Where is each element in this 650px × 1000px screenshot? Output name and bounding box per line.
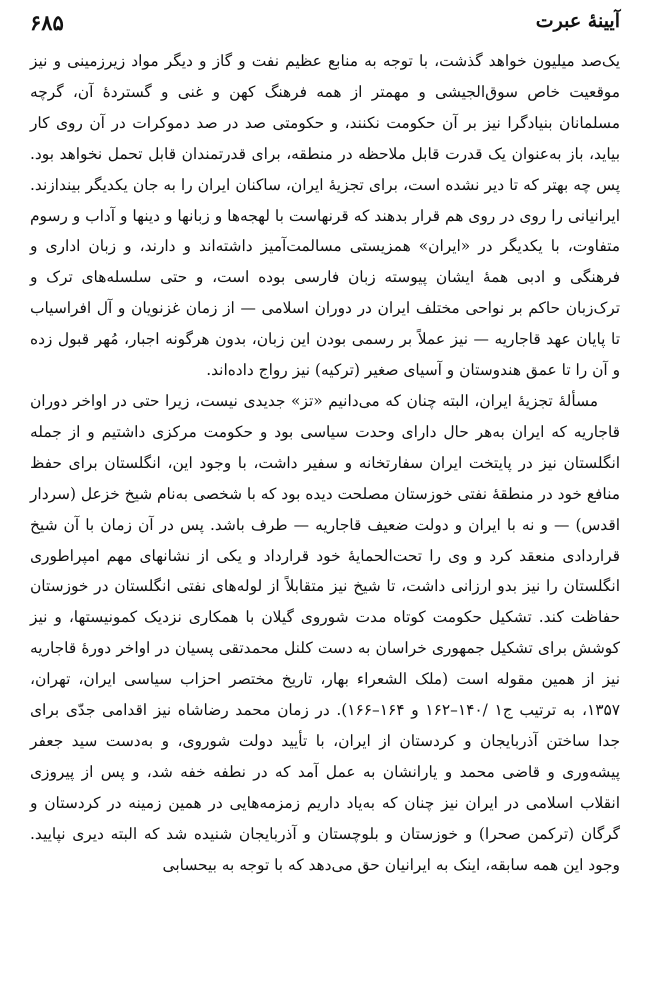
paragraph: یک‌صد میلیون خواهد گذشت، با توجه به منابع عظیم نفت و گاز و دیگر مواد زیرزمینی و نیز موقعیت خاص سوق‌الجیشی و مهمتر از همه فرهنگ کهن و غنی و گستردهٔ آن، گرچه مسلمانان بنیادگرا نیز بر آن حکومت نکنند، و حکومتی صد در صد دموکرات در آن روی کار بیاید، باز به‌عنوان یک قدرت قابل ملاحظه در منطقه، برای قدرتمندان قابل تحمل نخواهد بود. پس چه بهتر که تا دیر نشده است، برای تجزیهٔ ایران، ساکنان ایران را به جان یکدیگر بیندازند. ایرانیانی را روی در روی هم قرار بدهند که قرنهاست با لهجه‌ها و زبانها و دینها و آداب و رسوم متفاوت، با یکدیگر در «ایران» همزیستی مسالمت‌آمیز داشته‌اند و دارند، و زبان اداری و فرهنگی و ادبی همهٔ ایشان پیوسته زبان فارسی بوده است، و حتی سلسله‌های ترک و ترک‌زبان حاکم بر نواحی مختلف ایران در دوران اسلامی — از زمان غزنویان و آل افراسیاب تا پایان عهد قاجاریه — نیز عملاً بر رسمی بودن این زبان، بدون هرگونه اجبار، مُهر قبول زده و آن را تا عمق هندوستان و آسیای صغیر (ترکیه) نیز رواج داده‌اند. bbox=[30, 52, 620, 380]
page-number: ۶۸۵ bbox=[30, 10, 64, 35]
paragraph: مسألهٔ تجزیهٔ ایران، البته چنان که می‌دانیم «تز» جدیدی نیست، زیرا حتی در اواخر دوران قاجاریه که ایران به‌هر حال دارای وحدت سیاسی بود و حکومت مرکزی داشتیم و از جمله انگلستان نیز در پایتخت ایران سفارتخانه و سفیر داشت، با وجود این، انگلستان برای حفظ منافع خود در منطقهٔ نفتی خوزستان مصلحت دیده بود که با شخصی به‌نام شیخ خزعل (سردار اقدس) — و نه با ایران و دولت ضعیف قاجاریه — طرف باشد. پس در آن زمان با آن شیخ قراردادی منعقد کرد و وی را تحت‌الحمایهٔ خود قرارداد و یکی از نشانهای مهم امپراطوری انگلستان را نیز بدو ارزانی داشت، تا شیخ نیز متقابلاً از لوله‌های نفتی انگلستان در خوزستان حفاظت کند. تشکیل حکومت کوتاه مدت شوروی گیلان با همکاری نزدیک کمونیستها، و نیز کوشش برای تشکیل جمهوری خراسان به دست کلنل محمدتقی پسیان در اواخر دورهٔ قاجاریه نیز از همین مقوله است (ملک الشعراء بهار، تاریخ مختصر احزاب سیاسی ایران، تهران، ۱۳۵۷، به ترتیب ج۱ /۱۴۰–۱۶۲ و ۱۶۴–۱۶۶). در زمان محمد رضاشاه نیز اقدامی جدّی برای جدا ساختن آذربایجان و کردستان از ایران، با تأیید دولت شوروی، و به‌دست سید جعفر پیشه‌وری و قاضی محمد و یارانشان به عمل آمد که در نطفه خفه شد، و پس از پیروزی انقلاب اسلامی در ایران نیز چنان که به‌یاد داریم زمزمه‌هایی در همین زمینه در کردستان و گرگان (ترکمن صحرا) و خوزستان و بلوچستان و آذربایجان شنیده شد که البته دیری نپایید. وجود این همه سابقه، اینک به ایرانیان حق می‌دهد که با توجه به بیحسابی bbox=[30, 391, 621, 874]
page-header bbox=[30, 6, 620, 46]
running-title: آیینهٔ عبرت bbox=[535, 10, 620, 32]
body-text bbox=[30, 46, 620, 880]
